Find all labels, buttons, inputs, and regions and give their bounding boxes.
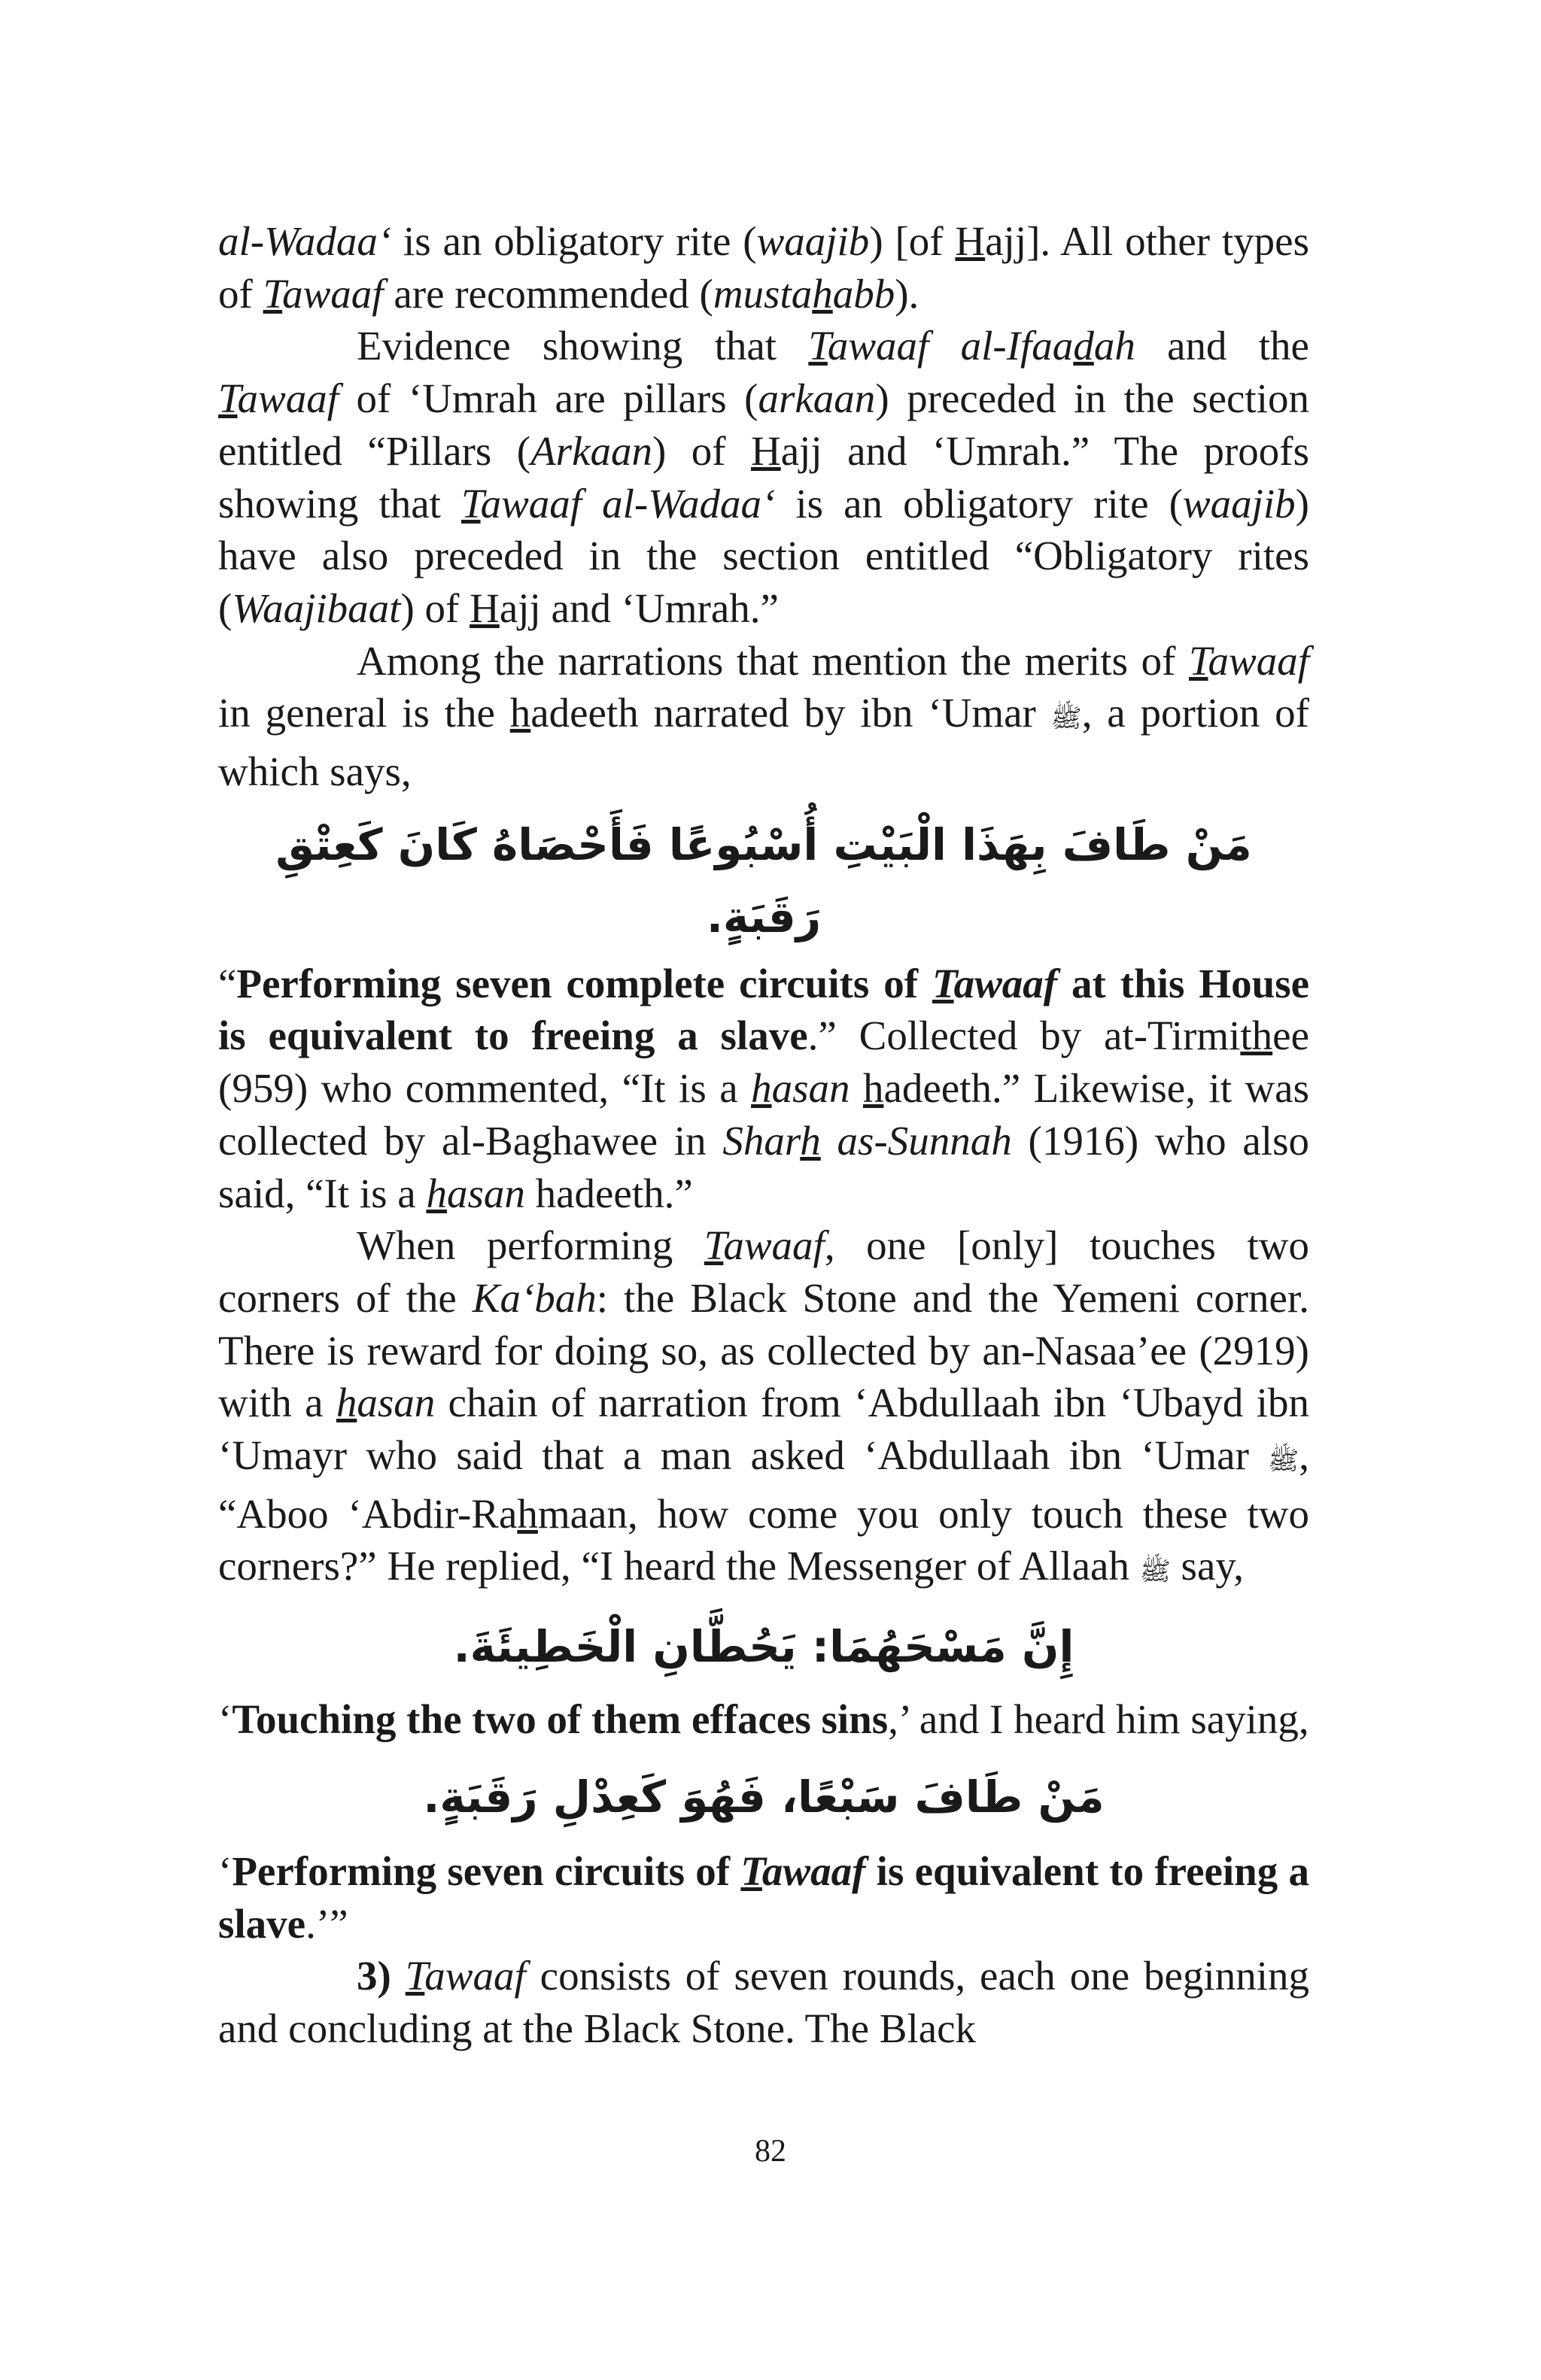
text-run: ) have also preceded in the section entitled “Obligatory rites ( xyxy=(218,480,1309,631)
text-run: 3) xyxy=(357,1953,391,1999)
text-run: adeeth narrated by ibn ‘Umar xyxy=(530,690,1051,736)
text-run: (1916) who also said, “It is a xyxy=(218,1117,1309,1216)
text-run: Among the narrations that mention the merits of xyxy=(357,637,1189,684)
text-run: awaaf al-Ifaa xyxy=(827,323,1074,369)
text-run: T xyxy=(740,1847,762,1894)
paragraph-p4 xyxy=(218,958,1309,1220)
text-run: T xyxy=(405,1953,425,1999)
text-run: ‘ xyxy=(218,1696,233,1743)
text-run: , a portion of which says, xyxy=(218,690,1309,795)
text-run: awaaf al-Wadaa‘ xyxy=(480,480,776,527)
text-run: waajib xyxy=(756,218,870,264)
text-run: .” Collected by at-Tirmi xyxy=(807,1012,1241,1059)
paragraph-p1 xyxy=(218,215,1309,320)
text-run: abb xyxy=(832,270,895,317)
paragraph-p6 xyxy=(218,1693,1309,1746)
text-run: consists of seven rounds, each one beginning and concluding at the Black Stone. The Black xyxy=(218,1953,1309,2051)
text-run: Ka‘bah xyxy=(472,1274,597,1321)
text-run: h xyxy=(426,1170,447,1216)
text-run: at this House is equivalent to freeing a slave xyxy=(218,960,1310,1059)
text-run: and the xyxy=(1135,323,1309,369)
arabic-quote-a3: مَنْ طَافَ سَبْعًا، فَهُوَ كَعِدْلِ رَقَبَةٍ. xyxy=(423,1771,1105,1823)
text-run: ajj and ‘Umrah.” The proofs showing that xyxy=(218,427,1309,527)
paragraph-p2 xyxy=(218,320,1309,634)
text-run: of ‘Umrah are pillars ( xyxy=(339,375,758,422)
honorific-glyph: ﷺ xyxy=(1050,703,1082,734)
text-run: , “Aboo ‘Abdir-Ra xyxy=(218,1432,1309,1537)
text-run: ). xyxy=(895,270,919,317)
text-run: say, xyxy=(1170,1543,1245,1589)
text-run: h xyxy=(812,270,833,317)
text-run: asan xyxy=(357,1380,436,1426)
text-run: h xyxy=(862,1065,884,1112)
text-run: T xyxy=(461,480,481,527)
text-run: H xyxy=(955,218,986,264)
text-run: H xyxy=(750,427,781,474)
paragraph-p3 xyxy=(218,635,1309,798)
text-run: T xyxy=(1188,637,1208,684)
text-run: musta xyxy=(713,270,813,317)
text-run: Waajibaat xyxy=(232,584,401,631)
text-run: awaaf xyxy=(424,1953,526,1999)
text-run: When performing xyxy=(357,1222,704,1269)
text-run: awaaf xyxy=(761,1847,866,1894)
text-run: Arkaan xyxy=(530,427,652,474)
text-run xyxy=(391,1953,406,1999)
text-run: arkaan xyxy=(758,375,876,422)
text-run: adeeth.” Likewise, it was collected by al-Baghawee in xyxy=(218,1065,1309,1164)
text-run xyxy=(850,1065,863,1111)
text-run: ‘ xyxy=(218,1847,233,1894)
text-run: waajib xyxy=(1182,480,1296,527)
text-run: h xyxy=(517,1490,538,1537)
text-run: ajj and ‘Umrah.” xyxy=(499,584,779,631)
text-run: ) [of xyxy=(869,218,956,264)
text-run: ) of xyxy=(652,427,751,474)
text-run: in general is the xyxy=(218,690,510,736)
paragraph-p5 xyxy=(218,1219,1309,1598)
text-run: h xyxy=(336,1380,357,1426)
text-run: Evidence showing that xyxy=(357,323,809,369)
text-run: as-Sunnah xyxy=(820,1117,1012,1164)
text-run: .’” xyxy=(305,1900,348,1947)
text-run: “ xyxy=(218,960,237,1006)
text-run: hadeeth.” xyxy=(524,1170,693,1216)
text-run: is an obligatory rite ( xyxy=(391,218,757,264)
text-run: H xyxy=(470,584,500,631)
text-run: awaaf xyxy=(723,1222,825,1269)
text-run: awaaf xyxy=(1208,637,1309,684)
honorific-glyph: ﷺ xyxy=(1268,1446,1299,1477)
text-run: Touching the two of them effaces sins xyxy=(232,1696,889,1743)
text-run: T xyxy=(704,1222,724,1269)
text-run: asan xyxy=(771,1065,850,1112)
page-body xyxy=(218,215,1309,2055)
text-run: Performing seven circuits of xyxy=(232,1847,741,1894)
text-run: awaaf xyxy=(237,375,339,422)
text-run: th xyxy=(1240,1012,1273,1059)
text-run: ee (959) who commented, “It is a xyxy=(218,1012,1309,1112)
text-run: maan, how come you only touch these two corners?” He replied, “I heard the Messenger of Allaah xyxy=(218,1490,1309,1589)
text-run: ) preceded in the section entitled “Pillars ( xyxy=(218,375,1309,474)
text-run: are recommended ( xyxy=(383,270,713,317)
text-run: Shar xyxy=(722,1117,801,1164)
arabic-quote-a2: إِنَّ مَسْحَهُمَا: يَحُطَّانِ الْخَطِيئَةَ. xyxy=(453,1621,1074,1673)
text-run: awaaf xyxy=(282,270,384,317)
text-run: T xyxy=(932,960,954,1006)
text-run: Performing seven complete circuits of xyxy=(236,960,932,1006)
text-run: ah xyxy=(1093,323,1135,369)
text-run: T xyxy=(808,323,828,369)
text-run: chain of narration from ‘Abdullaah ibn ‘Ubayd ibn ‘Umayr who said that a man asked ‘Abdullaah ibn ‘Umar xyxy=(218,1380,1309,1479)
text-run: : the Black Stone and the Yemeni corner. There is reward for doing so, as collected by an-Nasaa’ee (2919) with a xyxy=(218,1274,1309,1426)
text-run: , one [only] touches two corners of the xyxy=(218,1222,1309,1321)
text-run: ) of xyxy=(400,584,470,631)
text-run: ,’ and I heard him saying, xyxy=(888,1696,1309,1743)
text-run: h xyxy=(800,1117,821,1164)
text-run: h xyxy=(509,690,531,736)
arabic-quote-a1: مَنْ طَافَ بِهَذَا الْبَيْتِ أُسْبُوعًا فَأَحْصَاهُ كَانَ كَعِتْقِ رَقَبَةٍ. xyxy=(275,818,1252,943)
paragraph-p8 xyxy=(218,1950,1309,2054)
text-run: ajj]. All other types of xyxy=(218,218,1309,317)
text-run: al-Wadaa‘ xyxy=(218,218,392,264)
text-run: d xyxy=(1073,323,1094,369)
text-run: T xyxy=(218,375,238,422)
text-run: T xyxy=(263,270,283,317)
text-run: asan xyxy=(446,1170,525,1216)
page-number: 82 xyxy=(755,2134,786,2169)
text-run: is an obligatory rite ( xyxy=(775,480,1183,527)
text-run: awaaf xyxy=(953,960,1058,1006)
text-run: h xyxy=(751,1065,772,1112)
honorific-glyph: ﷺ xyxy=(1139,1556,1171,1587)
paragraph-p7 xyxy=(218,1845,1309,1950)
text-run: is equivalent to freeing a slave xyxy=(218,1847,1309,1947)
